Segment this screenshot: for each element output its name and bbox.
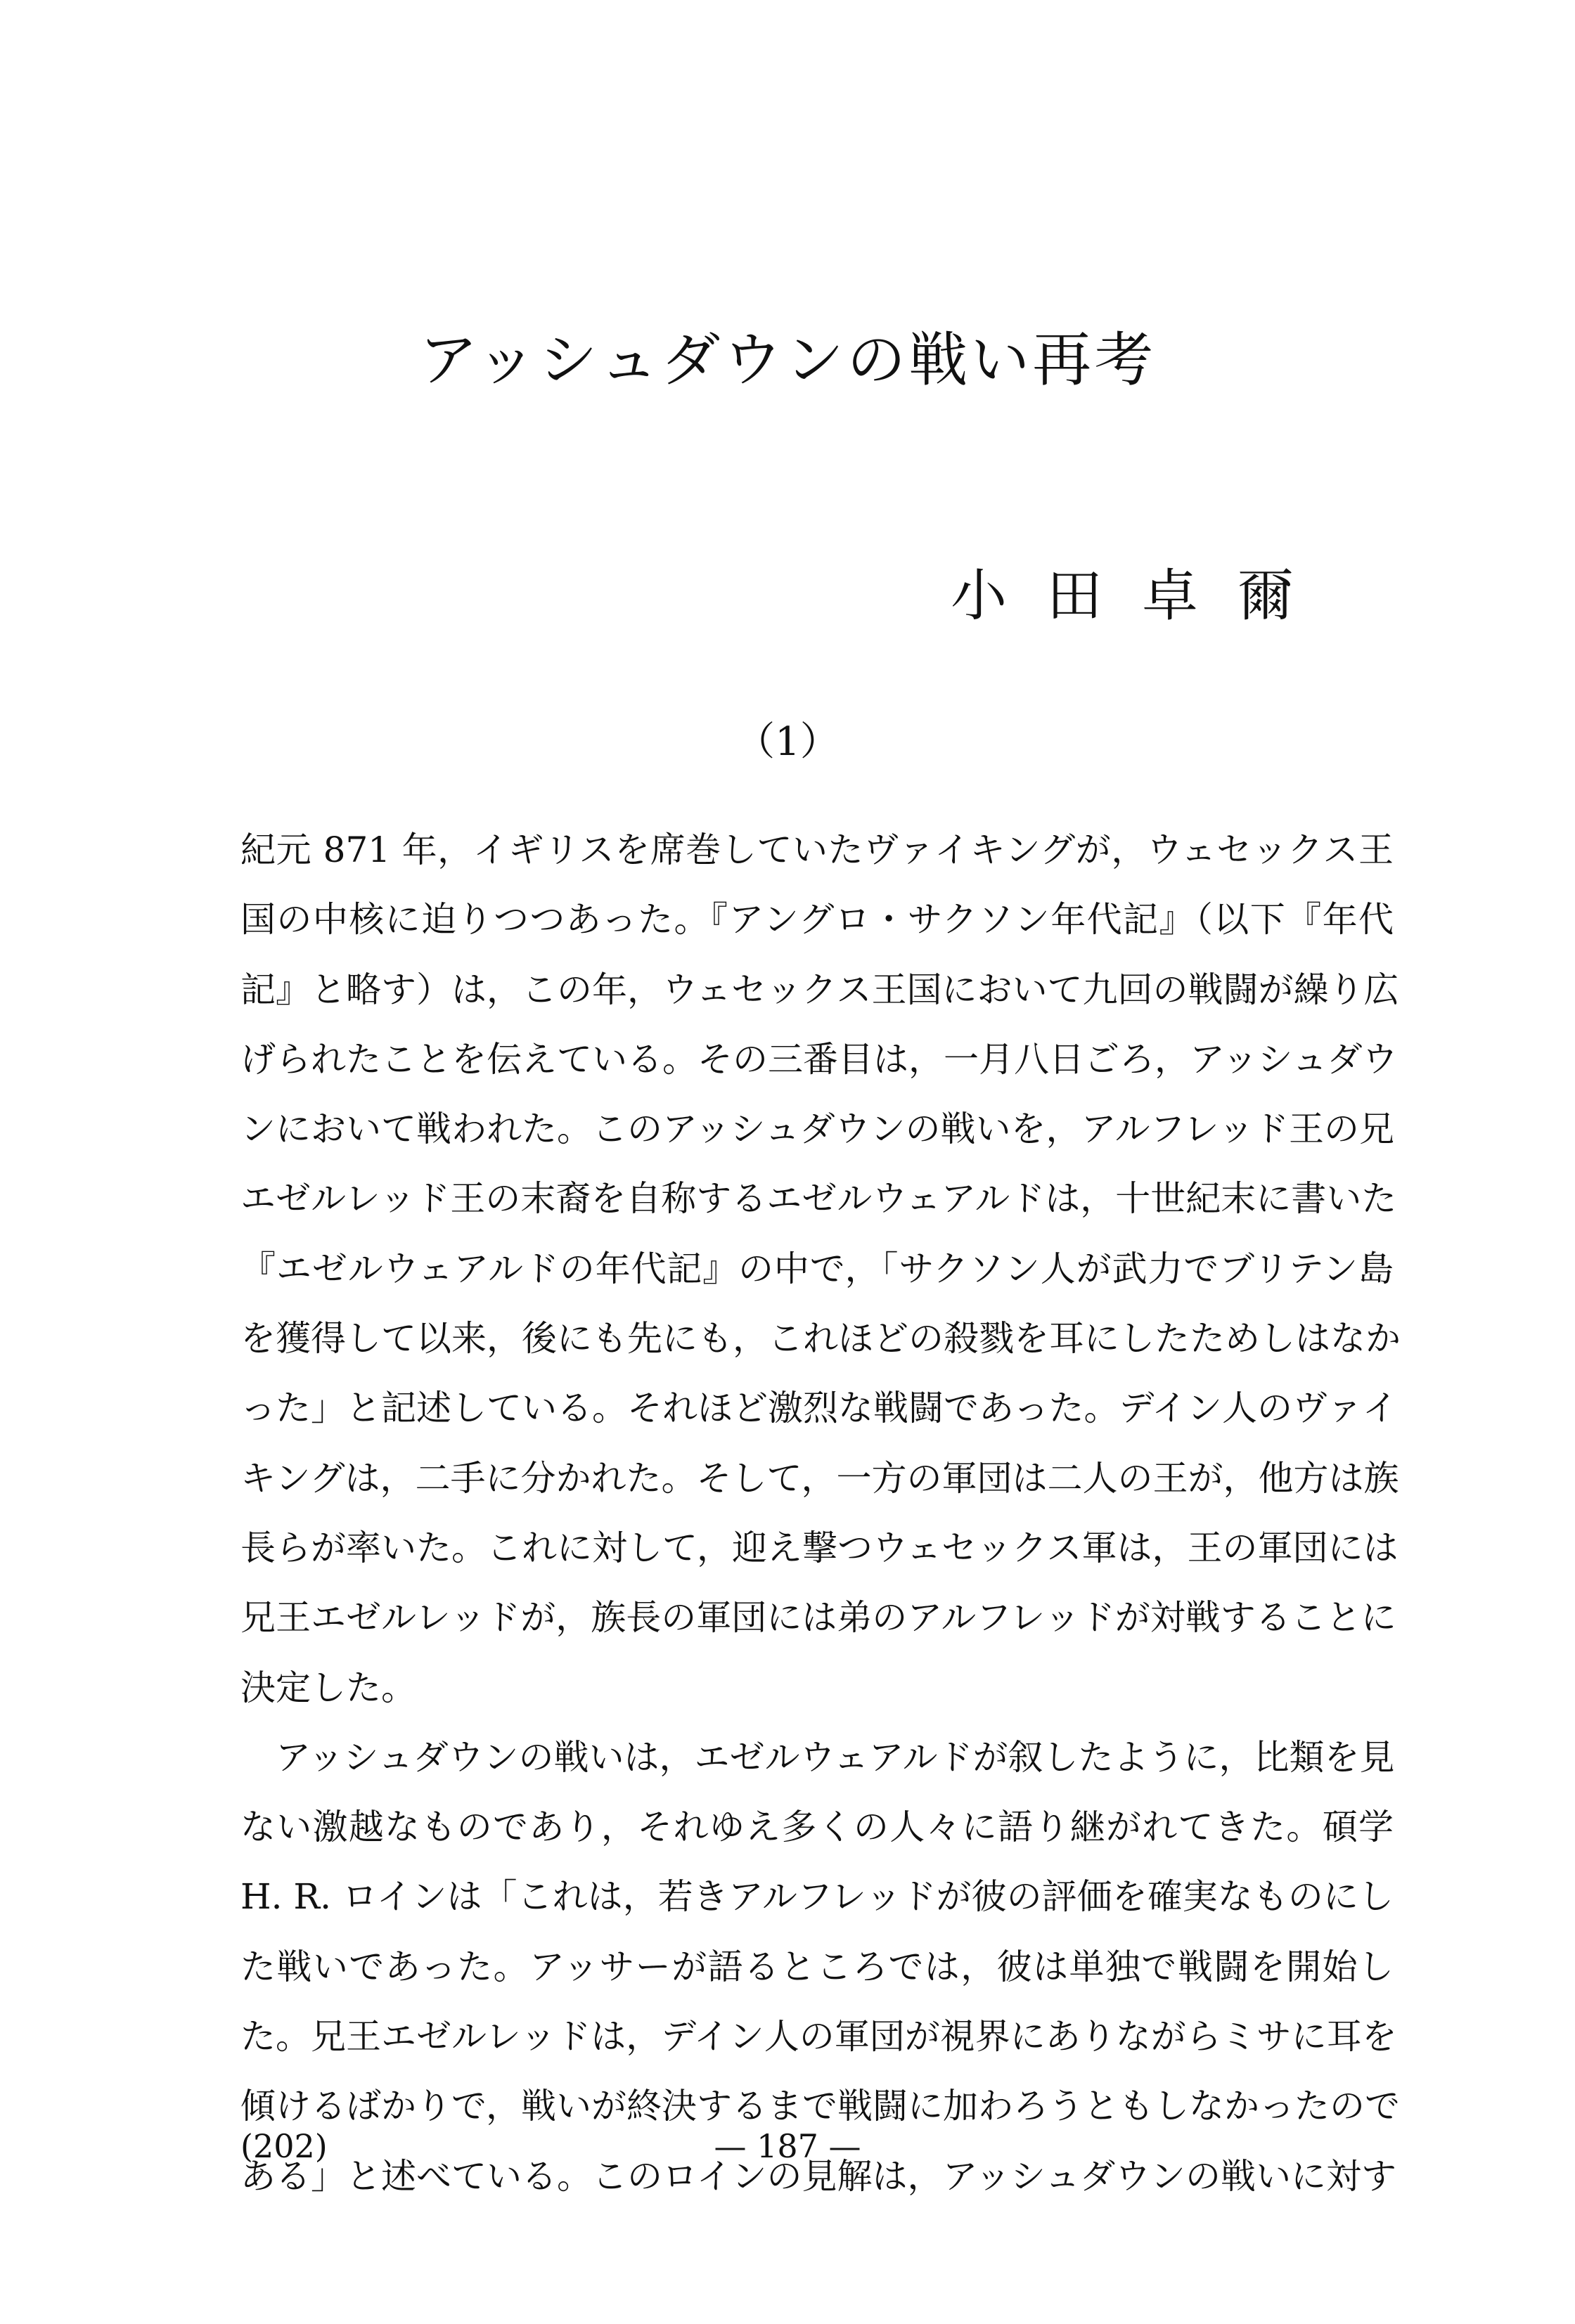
- text-line: 紀元 871 年，イギリスを席巻していたヴァイキングが，ウェセックス王: [240, 829, 1394, 870]
- text-line: ある」と述べている。このロインの見解は，アッシュダウンの戦いに対す: [240, 2155, 1396, 2197]
- text-line: アッシュダウンの戦いは，エゼルウェアルドが叙したように，比類を見: [240, 1736, 1395, 1778]
- page-number: — 187 —: [714, 2127, 861, 2165]
- text-line: ない激越なものであり，それゆえ多くの人々に語り継がれてきた。碩学: [240, 1807, 1394, 1848]
- text-line: エゼルレッド王の末裔を自称するエゼルウェアルドは，十世紀末に書いた: [240, 1178, 1397, 1220]
- author-name: 小田卓爾: [951, 563, 1333, 628]
- paragraph-1: [240, 815, 1401, 1723]
- text-line: ンにおいて戦われた。このアッシュダウンの戦いを，アルフレッド王の兄: [240, 1109, 1394, 1150]
- section-heading: （1）: [735, 719, 840, 765]
- text-line: った」と記述している。それほど激烈な戦闘であった。デイン人のヴァイ: [240, 1388, 1398, 1429]
- text-line: 『エゼルウェアルドの年代記』の中で，「サクソン人が武力でブリテン島: [240, 1248, 1394, 1289]
- article-body: [240, 815, 1401, 2212]
- text-line: げられたことを伝えている。その三番目は，一月八日ごろ，アッシュダウ: [240, 1038, 1398, 1080]
- text-line: 決定した。: [240, 1667, 416, 1708]
- text-line: を獲得して以来，後にも先にも，これほどの殺戮を耳にしたためしはなか: [240, 1318, 1401, 1360]
- text-line: 傾けるばかりで，戦いが終決するまで戦闘に加わろうともしなかったので: [240, 2086, 1400, 2127]
- text-line: 国の中核に迫りつつあった。『アングロ・サクソン年代記』（以下『年代: [240, 899, 1394, 941]
- text-line: 記』と略す）は，この年，ウェセックス王国において九回の戦闘が繰り広: [240, 969, 1399, 1010]
- text-line: た戦いであった。アッサーが語るところでは，彼は単独で戦闘を開始し: [240, 1946, 1394, 1987]
- text-line: 長らが率いた。これに対して，迎え撃つウェセックス軍は，王の軍団には: [240, 1527, 1399, 1568]
- text-line: キングは，二手に分かれた。そして，一方の軍団は二人の王が，他方は族: [240, 1457, 1399, 1499]
- text-line: た。兄王エゼルレッドは，デイン人の軍団が視界にありながらミサに耳を: [240, 2016, 1397, 2058]
- article-title: アッシュダウンの戦い再考: [418, 325, 1157, 394]
- text-line: H. R. ロインは「これは，若きアルフレッドが彼の評価を確実なものにし: [240, 1876, 1394, 1918]
- page-reference: (202): [240, 2127, 328, 2165]
- text-line: 兄王エゼルレッドが，族長の軍団には弟のアルフレッドが対戦することに: [240, 1597, 1396, 1639]
